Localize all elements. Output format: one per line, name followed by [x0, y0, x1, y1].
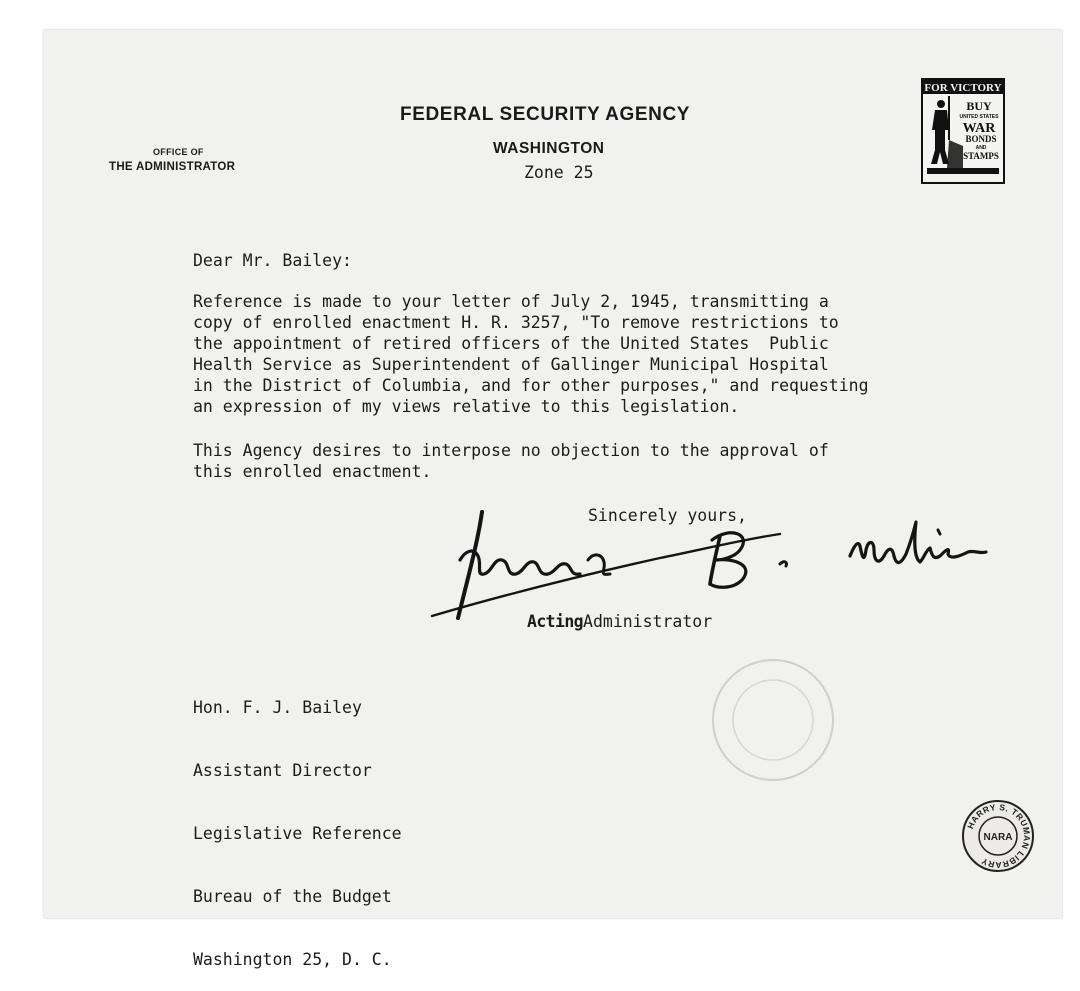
- recipient-line: Hon. F. J. Bailey: [193, 698, 362, 717]
- stamp-line-4: WAR: [962, 121, 996, 136]
- stamp-line-3: UNITED STATES: [959, 114, 999, 120]
- recipient-line: Assistant Director: [193, 761, 372, 780]
- faint-embossed-seal: [708, 655, 838, 789]
- signer-title-main: Administrator: [583, 612, 713, 631]
- recipient-line: Legislative Reference: [193, 824, 402, 843]
- seal-center-text: NARA: [983, 832, 1013, 843]
- stamp-line-7: STAMPS: [963, 151, 999, 161]
- body-paragraph-2: This Agency desires to interpose no objection to the approval of this enrolled enactment.: [193, 441, 829, 481]
- signer-title-prefix: Acting: [527, 612, 584, 631]
- seal-ring-text: HARRY S. TRUMAN LIBRARY: [965, 801, 1033, 871]
- body-paragraph-1: Reference is made to your letter of July 2, 1945, transmitting a copy of enrolled enactment H. R. 3257, "To remove restrictions to the appointment of retired officers of the United States Public Health Service as Superintendent of Gallinger Municipal Hospital in the District of Columbia, and for other purposes," and requesting an expression of my views relative to this legislation.: [193, 292, 869, 416]
- war-bonds-stamp: [921, 78, 1005, 184]
- stamp-line-5: BONDS: [965, 134, 997, 144]
- signer-title: [527, 611, 712, 632]
- letterhead-city: WASHINGTON: [493, 140, 605, 157]
- handwritten-signature: [420, 500, 1010, 634]
- office-title: THE ADMINISTRATOR: [109, 161, 236, 173]
- stamp-line-6: AND: [975, 145, 987, 151]
- office-of-label: OFFICE OF: [153, 147, 204, 157]
- stamp-line-2: BUY: [966, 99, 992, 113]
- salutation: Dear Mr. Bailey:: [193, 251, 352, 270]
- agency-name: FEDERAL SECURITY AGENCY: [400, 104, 691, 125]
- closing: Sincerely yours,: [588, 506, 747, 525]
- stamp-line-1: FOR VICTORY: [924, 82, 1002, 94]
- recipient-line: Bureau of the Budget: [193, 887, 392, 906]
- truman-library-seal: [960, 798, 1036, 878]
- letterhead-zone: Zone 25: [524, 163, 594, 182]
- recipient-address: [193, 655, 402, 991]
- recipient-line: Washington 25, D. C.: [193, 950, 392, 969]
